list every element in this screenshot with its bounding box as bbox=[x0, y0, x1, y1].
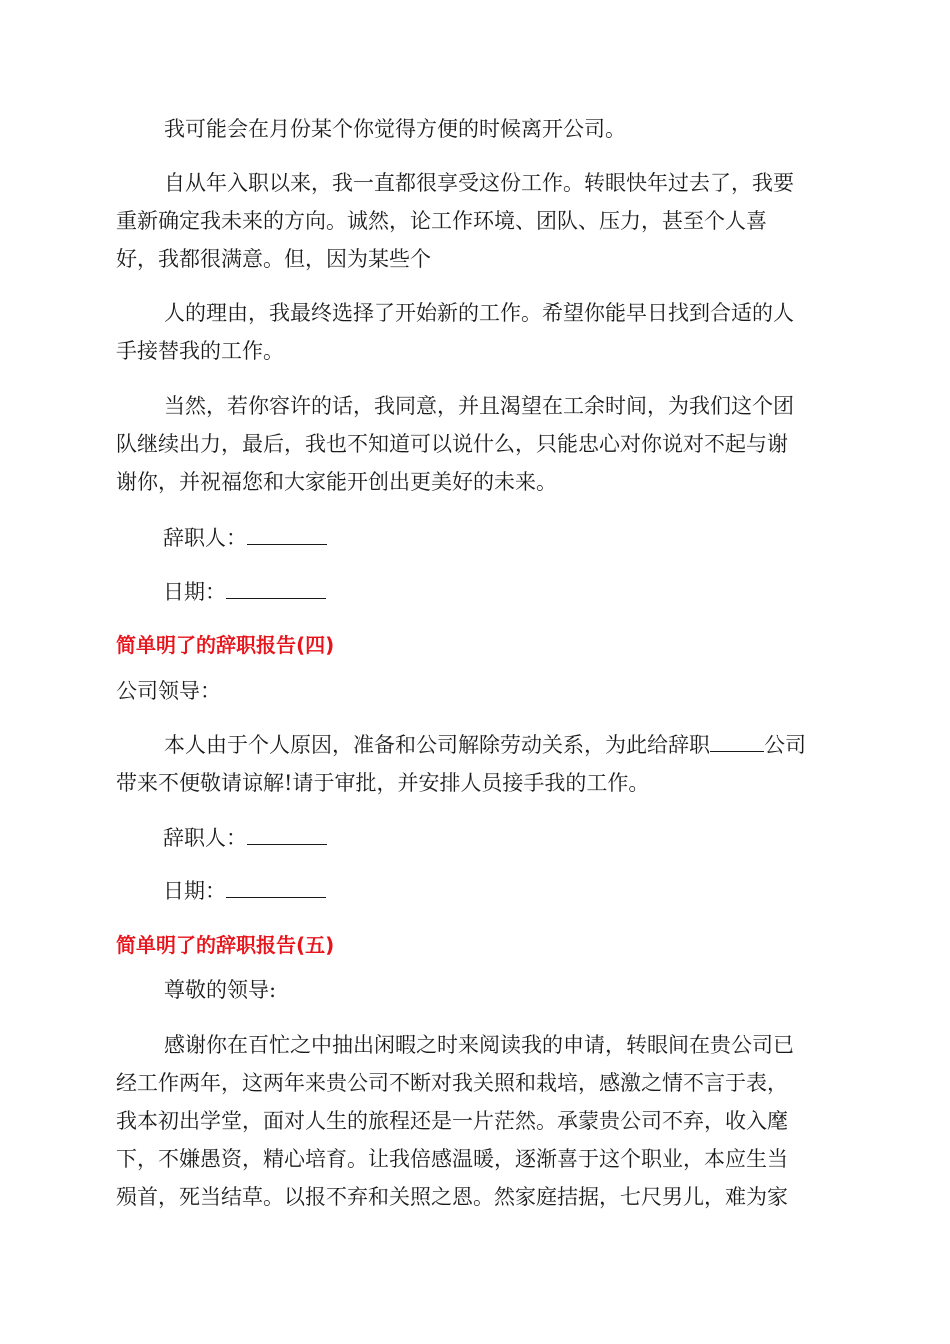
date-label: 日期： bbox=[163, 879, 226, 903]
paragraph bbox=[116, 294, 834, 370]
signature-blank bbox=[247, 819, 327, 845]
paragraph bbox=[116, 726, 834, 802]
paragraph bbox=[116, 164, 834, 278]
salutation bbox=[116, 971, 834, 1009]
date-signature-line bbox=[163, 872, 326, 910]
text-line: 感谢你在百忙之中抽出闲暇之时来阅读我的申请，转眼间在贵公司已 bbox=[164, 1033, 794, 1057]
text-line: 我可能会在月份某个你觉得方便的时候离开公司。 bbox=[164, 117, 626, 141]
text-line: 下，不嫌愚资，精心培育。让我倍感温暖，逐渐喜于这个职业，本应生当 bbox=[116, 1147, 788, 1171]
text-line: 队继续出力，最后，我也不知道可以说什么，只能忠心对你说对不起与谢 bbox=[116, 432, 788, 456]
resigner-label: 辞职人： bbox=[163, 826, 247, 850]
date-blank bbox=[226, 872, 326, 898]
resigner-label: 辞职人： bbox=[163, 526, 247, 550]
section-heading: 简单明了的辞职报告(四) bbox=[116, 633, 335, 657]
date-blank bbox=[226, 573, 326, 599]
salutation bbox=[116, 672, 834, 710]
text-line: 自从年入职以来，我一直都很享受这份工作。转眼快年过去了，我要 bbox=[164, 171, 794, 195]
text-line: 殒首，死当结草。以报不弃和关照之恩。然家庭拮据，七尺男儿，难为家 bbox=[116, 1185, 788, 1209]
text-line: 谢你，并祝福您和大家能开创出更美好的未来。 bbox=[116, 470, 557, 494]
text-line: 重新确定我未来的方向。诚然，论工作环境、团队、压力，甚至个人喜 bbox=[116, 209, 767, 233]
paragraph bbox=[116, 110, 834, 148]
paragraph bbox=[116, 1026, 834, 1216]
text-line: 手接替我的工作。 bbox=[116, 339, 284, 363]
text-line: 人的理由，我最终选择了开始新的工作。希望你能早日找到合适的人 bbox=[164, 301, 794, 325]
text-segment: 本人由于个人原因，准备和公司解除劳动关系，为此给辞职 bbox=[164, 733, 710, 757]
text-line: 当然，若你容许的话，我同意，并且渴望在工余时间，为我们这个团 bbox=[164, 394, 794, 418]
text-line bbox=[116, 726, 834, 764]
text-line: 带来不便敬请谅解!请于审批，并安排人员接手我的工作。 bbox=[116, 771, 650, 795]
text-segment: 公司 bbox=[764, 733, 806, 757]
signature-blank bbox=[247, 519, 327, 545]
paragraph bbox=[116, 387, 834, 501]
section-heading: 简单明了的辞职报告(五) bbox=[116, 933, 335, 957]
date-signature-line bbox=[163, 573, 326, 611]
text-line: 我本初出学堂，面对人生的旅程还是一片茫然。承蒙贵公司不弃，收入麾 bbox=[116, 1109, 788, 1133]
resigner-signature-line bbox=[163, 519, 327, 557]
resigner-signature-line bbox=[163, 819, 327, 857]
company-blank bbox=[710, 726, 764, 752]
date-label: 日期： bbox=[163, 580, 226, 604]
text-line: 经工作两年，这两年来贵公司不断对我关照和栽培，感激之情不言于表， bbox=[116, 1071, 788, 1095]
text-line: 公司领导： bbox=[116, 679, 221, 703]
text-line: 好，我都很满意。但，因为某些个 bbox=[116, 247, 431, 271]
text-line: 尊敬的领导: bbox=[164, 978, 277, 1002]
